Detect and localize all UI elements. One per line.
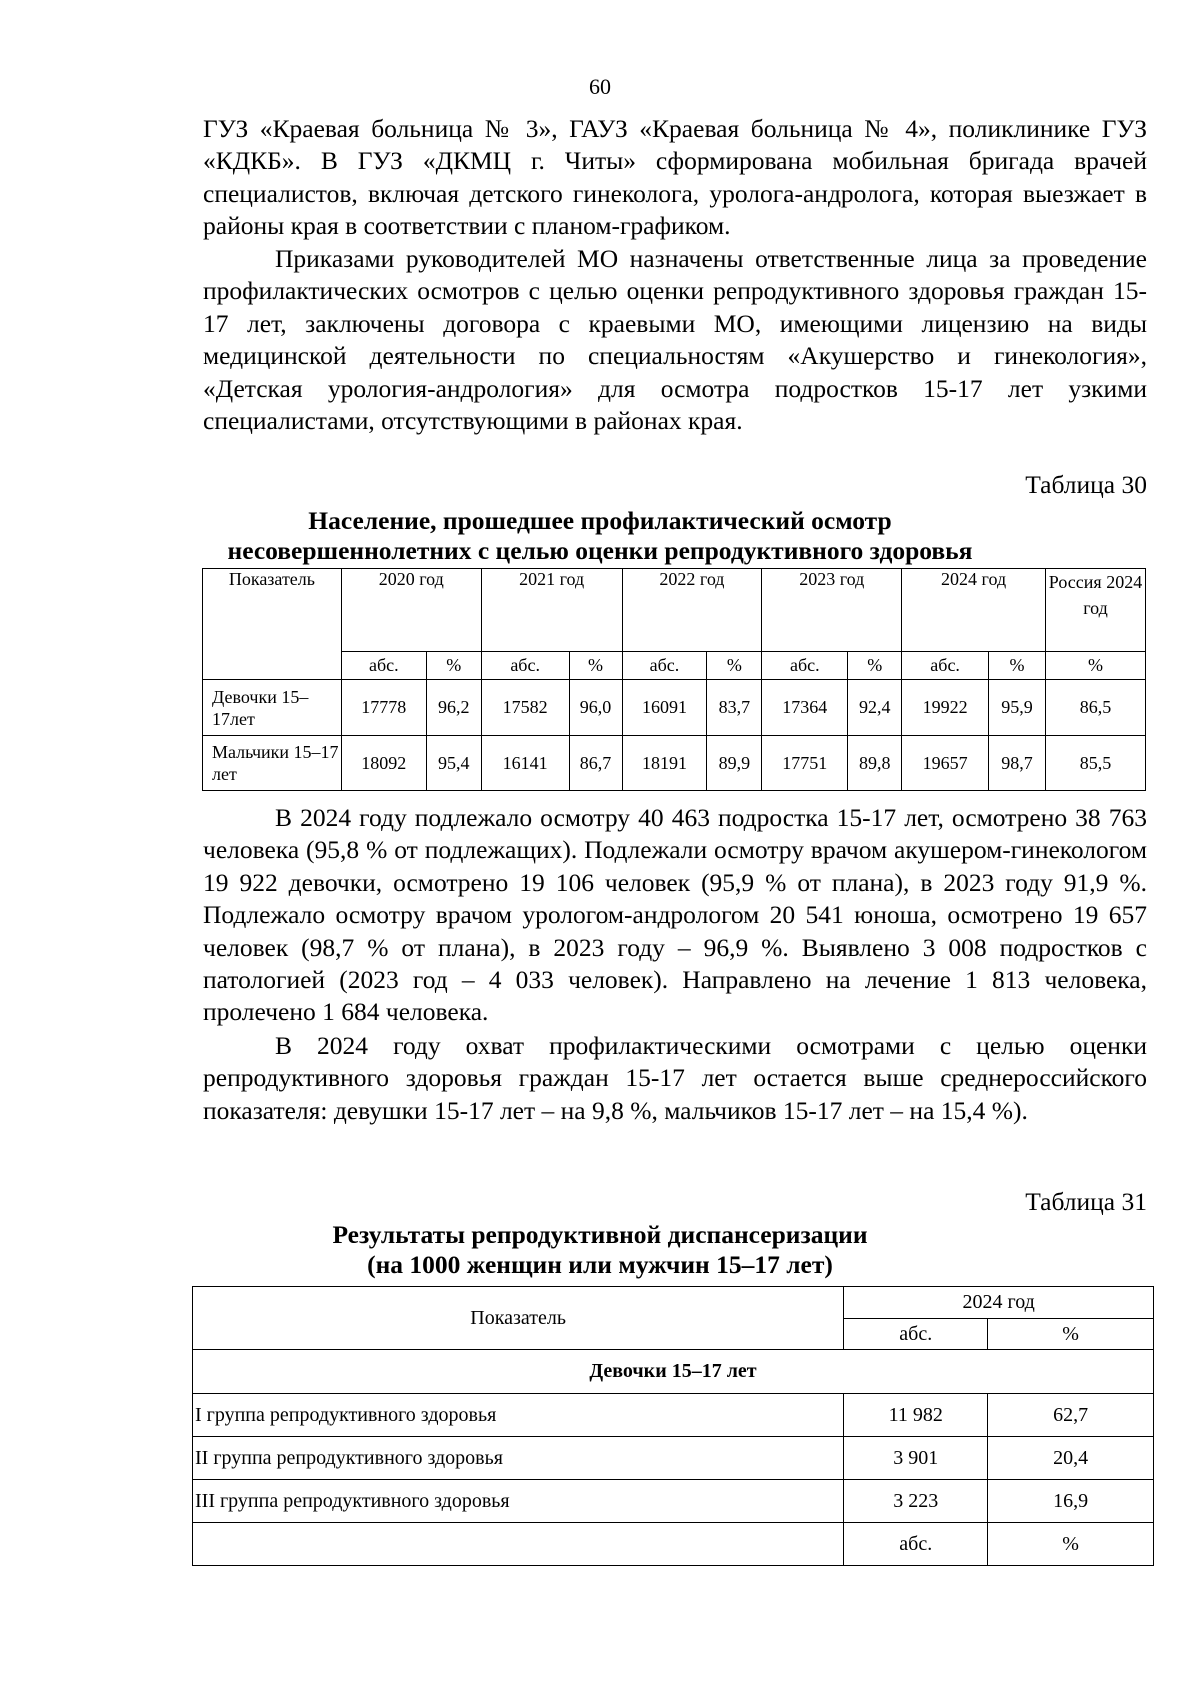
table-cell: 11 982 [844,1394,988,1437]
table-cell: 89,8 [848,736,902,791]
paragraph-1: ГУЗ «Краевая больница № 3», ГАУЗ «Краевая больница № 4», поликлинике ГУЗ «КДКБ». В ГУЗ «ДКМЦ г. Читы» сформирована мобильная бригада врачей специалистов, включая детского гинеколога, уролога-андролога, которая выезжает в районы края в соответствии с планом-графиком. [203,114,1147,241]
header-russia: Россия 2024 год [1046,569,1146,652]
table-cell: 18092 [341,736,426,791]
row-label: Мальчики 15–17 лет [203,736,342,791]
page-number: 60 [589,74,611,99]
header-pct: % [989,652,1046,680]
table-cell: 62,7 [988,1394,1154,1437]
header-year-2024: 2024 год [844,1287,1154,1319]
table-cell: 95,4 [426,736,481,791]
table-cell: 85,5 [1046,736,1146,791]
table-cell: 16091 [622,680,707,736]
table-cell: 92,4 [848,680,902,736]
table-cell: 17582 [481,680,569,736]
table-cell: 17778 [341,680,426,736]
paragraph-2: Приказами руководителей МО назначены ответственные лица за проведение профилактических осмотров с целью оценки репродуктивного здоровья граждан 15-17 лет, заключены договора с краевыми МО, имеющими лицензию на виды медицинской деятельности по специальностям «Акушерство и гинекология», «Детская урология-андрология» для осмотра подростков 15-17 лет узкими специалистами, отсутствующими в районах края. [203,244,1147,436]
table-31-title-line-1: Результаты репродуктивной диспансеризации [332,1220,868,1249]
table-row [203,736,1146,791]
table-30-caption: Таблица 30 [1025,470,1147,499]
table-cell: 83,7 [707,680,762,736]
header-abs: абс. [762,652,848,680]
table-cell: 86,7 [569,736,622,791]
table-31-title [0,1220,1200,1280]
table-row [203,680,1146,736]
header-pct: % [988,1319,1154,1350]
row-label: I группа репродуктивного здоровья [193,1394,844,1437]
table-cell: 20,4 [988,1437,1154,1480]
table-31 [192,1286,1154,1566]
header-pct: % [569,652,622,680]
section-header: Девочки 15–17 лет [193,1350,1154,1394]
header-year-2022: 2022 год [622,569,762,652]
table-cell: 17751 [762,736,848,791]
row-label: III группа репродуктивного здоровья [193,1480,844,1523]
paragraph-3: В 2024 году подлежало осмотру 40 463 подростка 15-17 лет, осмотрено 38 763 человека (95,8 % от подлежащих). Подлежали осмотру врачом акушером-гинекологом 19 922 девочки, осмотрено 19 106 человек (95,9 % от плана), в 2023 году 91,9 %. Подлежало осмотру врачом урологом-андрологом 20 541 юноша, осмотрено 19 657 человек (98,7 % от плана), в 2023 году – 96,9 %. Выявлено 3 008 подростков с патологией (2023 год – 4 033 человек). Направлено на лечение 1 813 человека, пролечено 1 684 человека. [203,803,1147,1027]
table-cell: 19657 [902,736,989,791]
table-cell: 3 901 [844,1437,988,1480]
table-30-title [0,506,1200,566]
table-cell: 16,9 [988,1480,1154,1523]
table-30-title-line-2: несовершеннолетних с целью оценки репродуктивного здоровья [227,536,973,565]
row-label: II группа репродуктивного здоровья [193,1437,844,1480]
header-indicator: Показатель [203,569,342,680]
empty-cell [193,1523,844,1566]
table-cell: % [988,1523,1154,1566]
table-cell: 19922 [902,680,989,736]
table-31-title-line-2: (на 1000 женщин или мужчин 15–17 лет) [367,1250,833,1279]
header-year-2020: 2020 год [341,569,481,652]
table-cell: 18191 [622,736,707,791]
table-row [193,1523,1154,1566]
table-cell: 89,9 [707,736,762,791]
table-cell: 95,9 [989,680,1046,736]
table-row [193,1437,1154,1480]
table-cell: 96,0 [569,680,622,736]
table-row [193,1480,1154,1523]
header-year-2024: 2024 год [902,569,1046,652]
table-cell: 96,2 [426,680,481,736]
row-label: Девочки 15–17лет [203,680,342,736]
table-row [193,1394,1154,1437]
paragraph-4: В 2024 году охват профилактическими осмотрами с целью оценки репродуктивного здоровья граждан 15-17 лет остается выше среднероссийского показателя: девушки 15-17 лет – на 9,8 %, мальчиков 15-17 лет – на 15,4 %). [203,1031,1147,1125]
table-30 [202,568,1146,791]
header-abs: абс. [341,652,426,680]
table-30-title-line-1: Население, прошедшее профилактический осмотр [308,506,892,535]
table-cell: 3 223 [844,1480,988,1523]
table-cell: 17364 [762,680,848,736]
header-abs: абс. [902,652,989,680]
header-abs: абс. [481,652,569,680]
header-year-2021: 2021 год [481,569,622,652]
header-pct: % [426,652,481,680]
header-pct: % [1046,652,1146,680]
table-cell: 86,5 [1046,680,1146,736]
header-year-2023: 2023 год [762,569,902,652]
header-pct: % [848,652,902,680]
table-cell: 16141 [481,736,569,791]
table-31-caption: Таблица 31 [1025,1187,1147,1216]
table-cell: 98,7 [989,736,1046,791]
header-abs: абс. [622,652,707,680]
header-indicator: Показатель [193,1287,844,1350]
header-abs: абс. [844,1319,988,1350]
header-pct: % [707,652,762,680]
table-cell: абс. [844,1523,988,1566]
